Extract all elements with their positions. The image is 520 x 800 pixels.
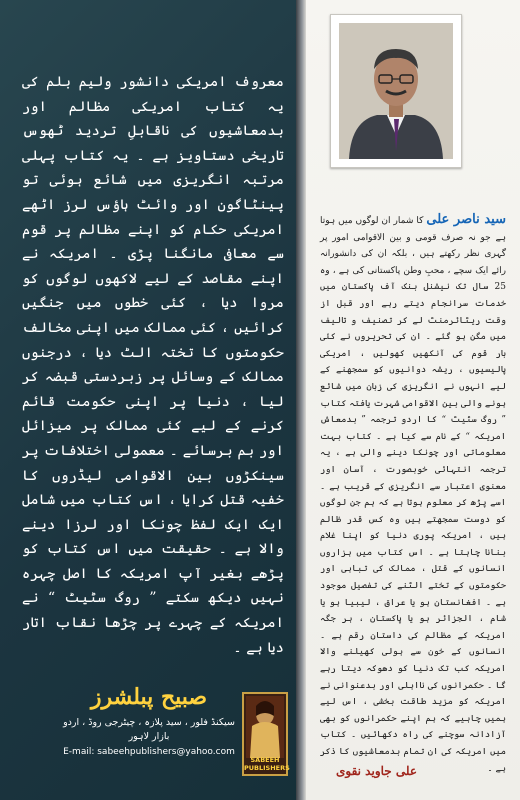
publisher-logo xyxy=(242,692,288,776)
publisher-block xyxy=(60,682,238,759)
reviewer-signature: علی جاوید نقوی xyxy=(336,764,417,778)
book-description xyxy=(22,70,284,660)
book-description-text: معروف امریکی دانشور ولیم بلم کی یہ کتاب امریکی مظالم اور بدمعاشیوں کی ناقابلِ تردید ٹھوس تاریخی دستاویز ہے ۔ یہ کتاب پہلی مرتبہ انگریزی میں شائع ہوئی تو پینٹاگون اور وائٹ ہاؤس لرز اٹھے امریکی حکام کو اپنے مظالم پر قوم سے معافی مانگنا پڑی ۔ امریکہ نے اپنے مقاصد کے لیے لاکھوں لوگوں کو مروا دیا ، کئی خطوں میں جنگیں کرائیں ، کئی ممالک میں اپنی مخالف حکومتوں کا تختہ الٹ دیا ، درجنوں ممالک کے وسائل پر زبردستی قبضہ کر لیا ، دنیا پر اپنی حکومت قائم کرنے کے لیے کئی ممالک پر میزائل اور بم برسائے ۔ معمولی اختلافات پر سینکڑوں بین الاقوامی لیڈروں کا خفیہ قتل کرایا ، اس کتاب میں شامل ایک ایک لفظ چونکا اور لرزا دینے والا ہے ۔ حقیقت میں اس کتاب کو پڑھے بغیر آپ امریکہ کا اصل چہرہ نہیں دیکھ سکتے ” روگ سٹیٹ “ نے امریکہ کے چہرے پر چڑھا نقاب اتار دیا ہے ۔ xyxy=(22,74,284,656)
publisher-email: E-mail: sabeehpublishers@yahoo.com xyxy=(63,747,235,757)
logo-figure-icon xyxy=(246,696,284,758)
right-light-panel xyxy=(296,0,520,800)
author-portrait-icon xyxy=(339,23,453,159)
author-photo xyxy=(339,23,453,159)
author-photo-frame xyxy=(330,14,462,168)
author-bio xyxy=(320,212,506,777)
publisher-name: صبیح پبلشرز xyxy=(90,684,208,710)
author-name: سید ناصر علی xyxy=(426,212,506,227)
publisher-logo-text: SABEEH PUBLISHERS xyxy=(244,756,290,772)
publisher-address: سیکنڈ فلور ، سید پلازہ ، چیٹرجی روڈ ، اردو بازار لاہور xyxy=(63,717,235,742)
author-bio-text: کا شمار ان لوگوں میں ہوتا ہے جو نہ صرف قومی و بین الاقوامی امور پر گہری نظر رکھتے ہیں ، بلکہ ان کی دانشورانہ رائے ایک سچے ، محبِ وطن پاکستانی کی ہے ، وہ 25 سال تک نیشنل بنک آف پاکستان میں خدمات سرانجام دیتے رہے اور قبل از وقت ریٹائرمنٹ لے کر تصنیف و تالیف میں مگن ہو گئے ۔ ان کی تحریروں نے کئی بار قوم کی آنکھیں کھولیں ، امریکی پالیسیوں ، ریشہ دوانیوں کو سمجھنے کے لیے انہوں نے انگریزی کی زبان میں شائع ہونے والی بین الاقوامی شہرت یافتہ کتاب ” روگ سٹیٹ “ کا اردو ترجمہ ” بدمعاش امریکہ “ کے نام سے کیا ہے ۔ کتاب بہت معلوماتی اور چونکا دینے والی ہے ، یہ ترجمہ انتہائی خوبصورت ، آسان اور معنوی اعتبار سے انگریزی کے قریب ہے ۔ اسے پڑھ کر معلوم ہوتا ہے کہ ہم جن لوگوں کو دوست سمجھتے ہیں وہ کس قدر ظالم ہیں ، امریکہ پوری دنیا کو اپنا غلام بنانا چاہتا ہے ۔ اس کتاب میں ہزاروں انسانوں کے قتل ، ممالک کی تباہی اور حکومتوں کے تختے الٹنے کی تفصیل موجود ہے ۔ افغانستان ہو یا عراق ، لیبیا ہو یا شام ، الجزائر ہو یا پاکستان ، ہر جگہ امریکہ کے مظالم کی داستان رقم ہے ۔ انسانوں کے خون سے ہولی کھیلنے والا امریکہ کب تک دنیا کو دھوکہ دیتا رہے گا ۔ حکمرانوں کی نااہلی اور بدعنوانی نے امریکہ کو مزید طاقت بخشی ، اس لیے ہمیں چاہیے کہ ہم اپنے حکمرانوں کو بھی آزادانہ سوچنے کی راہ دکھائیں ۔ کتاب میں امریکہ کی ان تمام بدمعاشیوں کا ذکر ہے ۔ xyxy=(320,216,506,774)
